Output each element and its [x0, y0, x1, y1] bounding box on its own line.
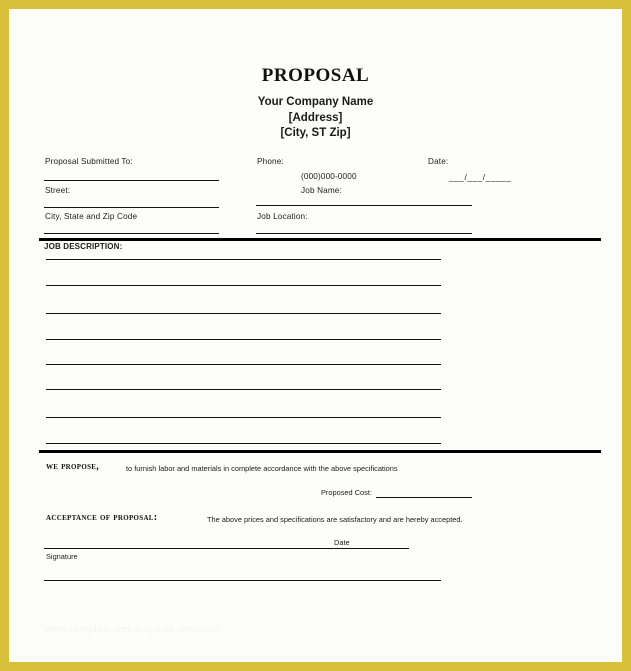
- job-description-line-1[interactable]: [46, 259, 441, 260]
- acceptance-date-label: Date: [334, 538, 350, 547]
- job-description-line-3[interactable]: [46, 313, 441, 314]
- signature-label: Signature: [46, 552, 78, 561]
- we-propose-text: to furnish labor and materials in complete accordance with the above specifications: [126, 464, 398, 473]
- acceptance-extra-line[interactable]: [44, 580, 441, 581]
- company-city-state-zip: [City, ST Zip]: [280, 127, 351, 139]
- job-description-line-5[interactable]: [46, 364, 441, 365]
- company-block: [9, 95, 622, 142]
- city-state-zip-field[interactable]: [44, 233, 219, 234]
- page-title: proposal: [261, 57, 370, 87]
- proposal-submitted-to-field[interactable]: [44, 180, 219, 181]
- acceptance-heading: acceptance of proposal:: [46, 512, 158, 523]
- job-description-top-rule: [39, 238, 601, 241]
- job-name-label: Job Name:: [301, 186, 342, 195]
- we-propose-heading: we propose,: [46, 461, 100, 472]
- company-name: Your Company Name: [257, 96, 374, 108]
- job-description-line-8[interactable]: [46, 443, 441, 444]
- job-description-bottom-rule: [39, 450, 601, 453]
- date-value[interactable]: ___/___/_____: [449, 173, 512, 182]
- proposed-cost-field[interactable]: [376, 497, 472, 498]
- job-description-line-7[interactable]: [46, 417, 441, 418]
- street-label: Street:: [45, 186, 71, 195]
- phone-label: Phone:: [257, 157, 284, 166]
- city-state-zip-label: City, State and Zip Code: [45, 212, 138, 221]
- proposal-submitted-to-label: Proposal Submitted To:: [45, 157, 133, 166]
- proposed-cost-label: Proposed Cost:: [321, 488, 372, 497]
- street-field[interactable]: [44, 207, 219, 208]
- job-description-line-4[interactable]: [46, 339, 441, 340]
- company-address: [Address]: [288, 111, 343, 124]
- job-name-field[interactable]: [256, 205, 472, 206]
- date-label: Date:: [428, 157, 449, 166]
- signature-field[interactable]: [44, 548, 409, 549]
- phone-value[interactable]: (000)000-0000: [301, 172, 357, 181]
- watermark-text: www.template.net/proposal-template: [45, 624, 221, 635]
- job-description-heading: JOB DESCRIPTION:: [44, 242, 123, 251]
- document-sheet: [9, 9, 622, 662]
- job-description-line-6[interactable]: [46, 389, 441, 390]
- job-description-line-2[interactable]: [46, 285, 441, 286]
- job-location-field[interactable]: [256, 233, 472, 234]
- job-location-label: Job Location:: [257, 212, 308, 221]
- acceptance-text: The above prices and specifications are satisfactory and are hereby accepted.: [207, 515, 463, 524]
